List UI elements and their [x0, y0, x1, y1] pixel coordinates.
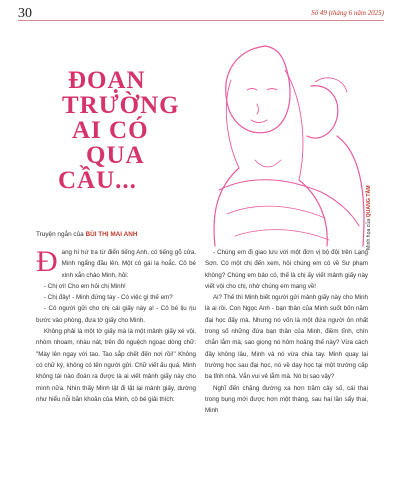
title-line-2: TRƯỜNG: [62, 92, 180, 119]
body-column-left: [36, 247, 196, 405]
illustrator-prefix: Minh họa của: [366, 217, 372, 250]
story-title: [58, 67, 238, 194]
paragraph: Không phải là một tờ giấy mà là một mảnh giấy xé vội, nhòm nhoam, nhàu nát, trên đó nguệch ngoạc dòng chữ: "Mày lên ngay với tao. Tao sắp chết đến nơi rồi!" Không có chữ ký, không có tên người gửi. Chữ viết ấu quá, Minh không tài nào đoán ra được là ai viết mảnh giấy này cho mình nữa. Nhìn thấy Minh lật đi lật lại mảnh giấy, dường như hiểu nỗi băn khoăn của Minh, cô bé giải thích:: [36, 328, 196, 403]
paragraph-text: ang hí hứ tra từ điển tiếng Anh, có tiếng gõ cửa. Minh ngẩng đầu lên. Một cô gái lạ hoắc. Cô bé xinh xắn chào Minh, hỏi:: [61, 249, 196, 279]
paragraph: [36, 247, 196, 281]
title-line-5: CẦU...: [58, 167, 137, 194]
paragraph: - Chúng em đi giao lưu với một đơn vị bộ đội trên Lạng Sơn. Có một chị đến xem, hỏi chúng em có về Sư phạm không? Chúng em bảo có, thế là chị ấy viết mảnh giấy này viết vội cho chị, nhờ chúng em mang về!: [205, 249, 368, 290]
author-byline: [36, 231, 137, 238]
paragraph: - Chị ơi! Cho em hỏi chị Minh!: [44, 282, 126, 290]
title-line-3: AI CÓ: [72, 117, 149, 144]
paragraph: Ai? Thế thì Minh biết người gửi mảnh giấy này cho Minh là ai rồi. Con Ngọc Anh - bạn thân của Minh suốt bốn năm đại học đấy mà. Nhưng nó vốn là một đứa người ôn nhất trong số những đứa bạn thân của Minh, điềm tĩnh, chín chắn lắm mà, sao giọng nó hôm hoảng thế này? Vừa cách đây không lâu, Minh và nó vừa chia tay. Minh quay lại trường học sau đại học, nó về dạy học tại một trường cấp ba tỉnh nhà. Vắn vui vẻ lắm mà. Nó bị sao vậy?: [205, 294, 368, 381]
page-number: 30: [18, 6, 32, 21]
illustrator-credit: [366, 160, 376, 250]
paragraph: - Chị đây! - Minh đứng tay - Có việc gì thế em?: [44, 294, 173, 302]
title-line-1: ĐOẠN: [68, 67, 146, 94]
author-name: BÙI THỊ MAI ANH: [85, 231, 138, 238]
drop-cap: Đ: [36, 245, 58, 278]
paragraph: - Cô người gửi cho chị cái giấy này ạ! - Cô bé lịu rịu bước vào phòng, đưa tờ giấy cho Minh.: [36, 305, 196, 324]
issue-info: Số 49 (tháng 6 năm 2025): [311, 9, 384, 17]
header-rule: [18, 20, 384, 21]
paragraph: Nghĩ đến chặng đường xa hơn trăm cây số, cái thai trong bụng mới được hơn một tháng, sau hai lần sẩy thai, Minh: [205, 384, 368, 415]
body-column-right: [205, 247, 368, 416]
author-prefix: Truyện ngắn của: [36, 231, 86, 238]
illustrator-name: QUANG TÂM: [366, 185, 372, 218]
title-line-4: QUA: [86, 142, 145, 169]
